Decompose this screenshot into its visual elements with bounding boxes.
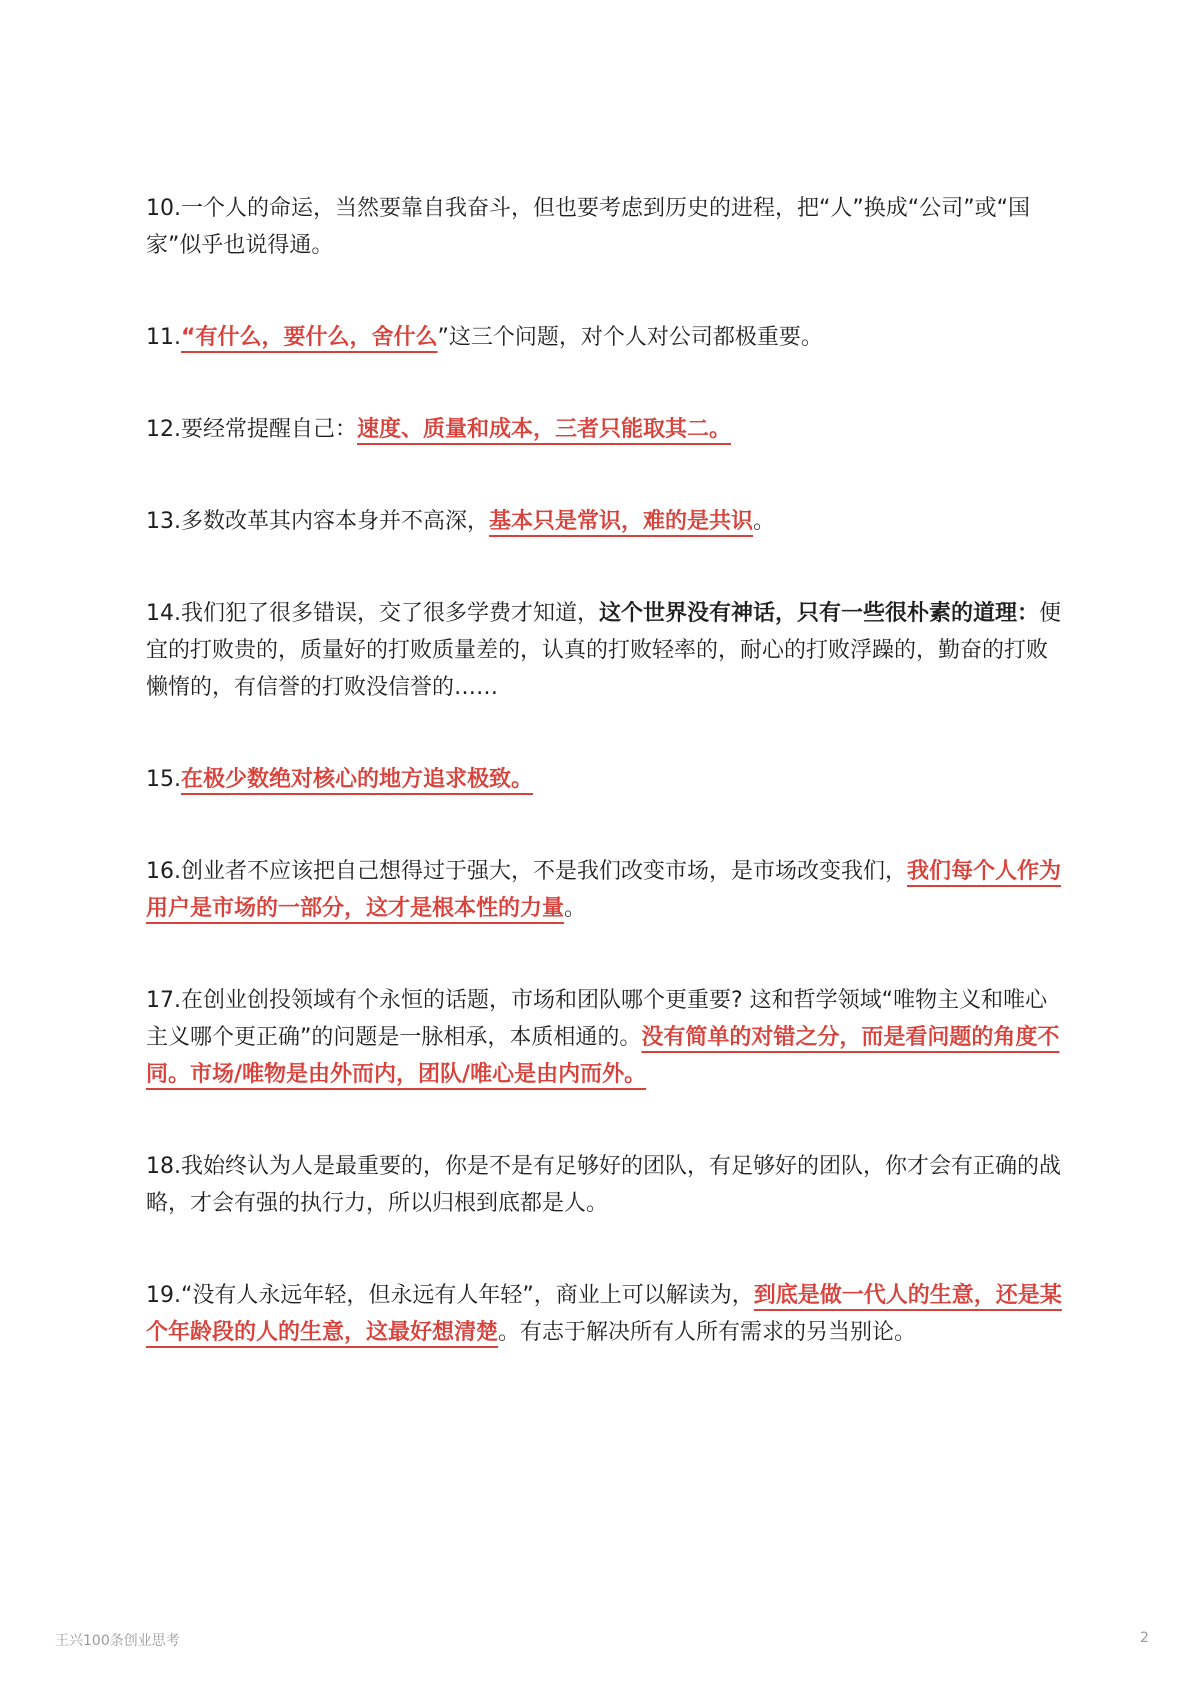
- quote-15: 15.在极少数绝对核心的地方追求极致。: [146, 761, 1066, 798]
- highlighted-text: “有什么，要什么，舍什么: [181, 325, 438, 350]
- highlighted-text: 没有简单的对错之分，而是看问题的角度不同。市场/唯物是由外而内，团队/唯心是由内而外。: [146, 1025, 1060, 1087]
- footer-title: 王兴100条创业思考: [55, 1633, 180, 1649]
- quote-13: 13.多数改革其内容本身并不高深，基本只是常识，难的是共识。: [146, 509, 776, 534]
- bold-text: 这个世界没有神话，只有一些很朴素的道理：: [599, 601, 1040, 626]
- quote-16: 16.创业者不应该把自己想得过于强大，不是我们改变市场，是市场改变我们，我们每个人作为用户是市场的一部分，这才是根本性的力量。: [146, 859, 1062, 921]
- highlighted-text: 到底是做一代人的生意，还是某个年龄段的人的生意，这最好想清楚: [146, 1283, 1062, 1345]
- quote-18: 18.我始终认为人是最重要的，你是不是有足够好的团队，有足够好的团队，你才会有正确的战略，才会有强的执行力，所以归根到底都是人。: [146, 1154, 1062, 1216]
- highlighted-text: 在极少数绝对核心的地方追求极致。: [181, 767, 534, 792]
- quote-19: 19.“没有人永远年轻，但永远有人年轻”，商业上可以解读为，到底是做一代人的生意，还是某个年龄段的人的生意，这最好想清楚。有志于解决所有人所有需求的另当别论。: [146, 1283, 1062, 1345]
- quote-10: 10.一个人的命运，当然要靠自我奋斗，但也要考虑到历史的进程，把“人”换成“公司”或“国家”似乎也说得通。: [146, 196, 1030, 258]
- highlighted-text: 我们每个人作为用户是市场的一部分，这才是根本性的力量: [146, 859, 1062, 921]
- page-number: 2: [1140, 1630, 1149, 1646]
- quote-12: 12.要经常提醒自己：速度、质量和成本，三者只能取其二。: [146, 411, 1066, 448]
- quote-14: 14.我们犯了很多错误，交了很多学费才知道，这个世界没有神话，只有一些很朴素的道理：便宜的打败贵的，质量好的打败质量差的，认真的打败轻率的，耐心的打败浮躁的，勤奋的打败懒惰的，有信誉的打败没信誉的……: [146, 601, 1062, 700]
- highlighted-text: 基本只是常识，难的是共识: [489, 509, 754, 534]
- quote-11: 11.“有什么，要什么，舍什么”这三个问题，对个人对公司都极重要。: [146, 325, 823, 350]
- highlighted-text: 速度、质量和成本，三者只能取其二。: [357, 417, 732, 442]
- quote-list: [146, 190, 1066, 1351]
- quote-17: 17.在创业创投领域有个永恒的话题，市场和团队哪个更重要? 这和哲学领域“唯物主义和唯心主义哪个更正确”的问题是一脉相承，本质相通的。没有简单的对错之分，而是看问题的角度不同。市场/唯物是由外而内，团队/唯心是由内而外。: [146, 988, 1060, 1087]
